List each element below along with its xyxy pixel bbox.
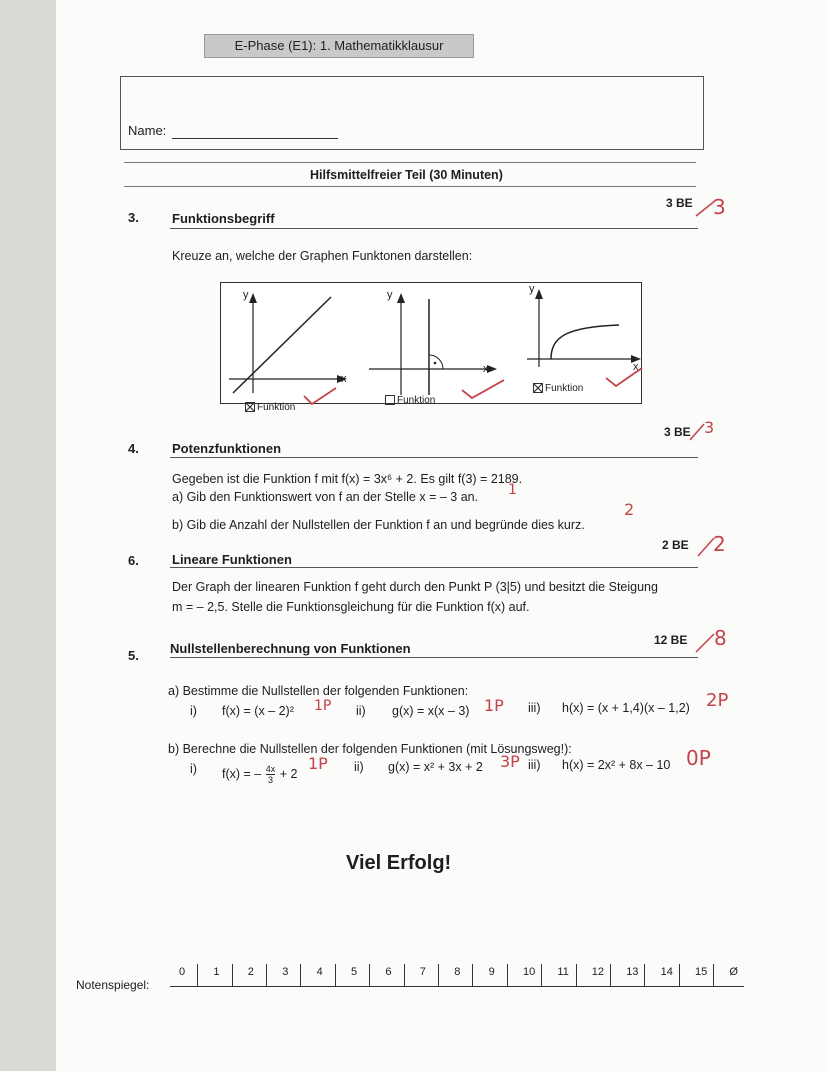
- section-number: 3.: [128, 210, 139, 225]
- points-label: 3 BE: [664, 425, 691, 439]
- axis-label-x: x: [633, 361, 639, 373]
- score-handwritten: 2: [713, 532, 726, 556]
- checkmark-icon: [458, 376, 508, 402]
- task-expression: h(x) = 2x² + 8x – 10: [562, 758, 671, 772]
- task-5b-intro: b) Berechne die Nullstellen der folgenden Funktionen (mit Lösungsweg!):: [168, 742, 572, 756]
- checkbox-checked-icon[interactable]: [245, 402, 255, 412]
- grade-scale-tick: [404, 964, 405, 986]
- section-title: Nullstellenberechnung von Funktionen: [170, 641, 411, 656]
- name-line[interactable]: [172, 138, 338, 139]
- grade-scale-tick: [713, 964, 714, 986]
- task-expression: h(x) = (x + 1,4)(x – 1,2): [562, 701, 690, 715]
- task-expression: f(x) = (x – 2)²: [222, 704, 294, 718]
- axis-label-y: y: [387, 289, 393, 301]
- expression-suffix: + 2: [279, 766, 298, 781]
- divider: [124, 162, 696, 163]
- grade-scale-tick: [232, 964, 233, 986]
- subtitle: Hilfsmittelfreier Teil (30 Minuten): [310, 168, 503, 182]
- instruction: Kreuze an, welche der Graphen Funktonen darstellen:: [172, 249, 473, 263]
- grade-scale-label: Notenspiegel:: [76, 978, 150, 992]
- grade-scale-value: 8: [454, 966, 461, 978]
- grade-scale-value: 3: [282, 966, 289, 978]
- score-handwritten: 1: [508, 482, 517, 498]
- grade-scale-value: 0: [179, 966, 186, 978]
- section-number: 5.: [128, 648, 139, 663]
- grade-scale-value: 13: [626, 966, 639, 978]
- grade-scale-tick: [507, 964, 508, 986]
- checkbox-graph-3[interactable]: [533, 383, 583, 394]
- task-4b: b) Gib die Anzahl der Nullstellen der Funktion f an und begründe dies kurz.: [172, 518, 585, 532]
- score-handwritten: 3P: [500, 752, 520, 771]
- graph-1-linear: [229, 293, 347, 393]
- grade-scale-tick: [197, 964, 198, 986]
- checkbox-label: Funktion: [397, 395, 436, 406]
- grade-scale-value: 2: [247, 966, 254, 978]
- grade-scale-value: 15: [695, 966, 708, 978]
- grade-scale-value: 5: [351, 966, 358, 978]
- checkbox-label: Funktion: [545, 383, 584, 394]
- grade-scale-tick: [472, 964, 473, 986]
- score-handwritten: 8: [714, 626, 727, 650]
- task-expression: g(x) = x² + 3x + 2: [388, 760, 483, 774]
- task-text: Der Graph der linearen Funktion f geht durch den Punkt P (3|5) und besitzt die Steigung: [172, 580, 658, 594]
- graph-3-sqrt: [527, 289, 641, 367]
- grade-scale-value: Ø: [729, 966, 738, 978]
- graph-panel: [220, 282, 642, 413]
- task-4a: a) Gib den Funktionswert von f an der Stelle x = – 3 an.: [172, 490, 479, 504]
- section-rule: [170, 228, 698, 229]
- closing-text: Viel Erfolg!: [346, 852, 452, 874]
- task-5a-intro: a) Bestimme die Nullstellen der folgenden Funktionen:: [168, 684, 469, 698]
- section-rule: [170, 567, 698, 568]
- score-handwritten: 2: [624, 500, 635, 519]
- checkbox-graph-2[interactable]: [385, 395, 435, 406]
- points-label: 3 BE: [666, 196, 693, 210]
- task-label: ii): [354, 760, 364, 774]
- task-text: Gegeben ist die Funktion f mit f(x) = 3x⁶ + 2. Es gilt f(3) = 2189.: [172, 472, 523, 486]
- grade-scale-tick: [266, 964, 267, 986]
- section-rule: [170, 457, 698, 458]
- grade-scale-tick: [541, 964, 542, 986]
- grade-scale-value: 10: [523, 966, 536, 978]
- task-label: ii): [356, 704, 366, 718]
- grade-scale-tick: [644, 964, 645, 986]
- section-number: 6.: [128, 553, 139, 568]
- grade-scale-value: 4: [316, 966, 323, 978]
- divider: [124, 186, 696, 187]
- grade-scale-value: 12: [591, 966, 605, 978]
- grade-scale-axis: [170, 986, 744, 987]
- grade-scale-tick: [610, 964, 611, 986]
- checkbox-label: Funktion: [257, 402, 296, 413]
- checkbox-empty-icon[interactable]: [385, 395, 395, 405]
- grade-scale-value: 1: [213, 966, 220, 978]
- score-handwritten: 1P: [308, 754, 328, 773]
- task-label: iii): [528, 758, 541, 772]
- checkbox-graph-1[interactable]: [245, 402, 295, 413]
- grade-scale-value: 7: [419, 966, 426, 978]
- section-title: Lineare Funktionen: [172, 552, 292, 567]
- axis-label-y: y: [529, 283, 535, 295]
- exam-title: E-Phase (E1): 1. Mathematikklausur: [204, 34, 474, 58]
- checkmark-icon: [602, 366, 646, 392]
- grade-scale-value: 11: [557, 966, 569, 978]
- fraction-numerator: 4x: [265, 764, 276, 774]
- grade-scale-tick: [300, 964, 301, 986]
- score-handwritten: 3: [713, 195, 726, 219]
- fraction: [266, 764, 276, 785]
- section-rule: [170, 657, 698, 658]
- score-handwritten: 2P: [706, 690, 729, 711]
- fraction-denominator: 3: [267, 775, 273, 785]
- grade-scale-value: 14: [660, 966, 673, 978]
- score-handwritten: 3: [704, 418, 715, 437]
- task-text: m = – 2,5. Stelle die Funktionsgleichung für die Funktion f(x) auf.: [172, 600, 530, 614]
- axis-label-y: y: [243, 289, 249, 301]
- score-handwritten: 1P: [484, 696, 504, 715]
- task-label: i): [190, 704, 197, 718]
- grade-scale-tick: [335, 964, 336, 986]
- grade-scale-tick: [679, 964, 680, 986]
- checkbox-checked-icon[interactable]: [533, 383, 543, 393]
- section-title: Potenzfunktionen: [172, 441, 282, 456]
- score-handwritten: 1P: [314, 698, 332, 714]
- section-title: Funktionsbegriff: [172, 211, 275, 226]
- points-label: 12 BE: [654, 633, 688, 647]
- score-handwritten: 0P: [686, 746, 711, 770]
- task-label: i): [190, 762, 197, 776]
- checkmark-icon: [300, 384, 340, 410]
- grade-scale-tick: [369, 964, 370, 986]
- axis-label-x: x: [341, 373, 347, 385]
- name-label: Name:: [128, 123, 167, 138]
- task-label: iii): [528, 701, 541, 715]
- section-number: 4.: [128, 441, 139, 456]
- expression-prefix: f(x) = –: [222, 766, 262, 781]
- points-label: 2 BE: [662, 538, 689, 552]
- task-expression: g(x) = x(x – 3): [392, 704, 470, 718]
- grade-scale-tick: [438, 964, 439, 986]
- axis-label-x: x: [483, 363, 489, 375]
- grade-scale-value: 9: [488, 966, 495, 978]
- grade-scale-tick: [576, 964, 577, 986]
- task-expression: [222, 764, 297, 785]
- grade-scale-value: 6: [385, 966, 392, 978]
